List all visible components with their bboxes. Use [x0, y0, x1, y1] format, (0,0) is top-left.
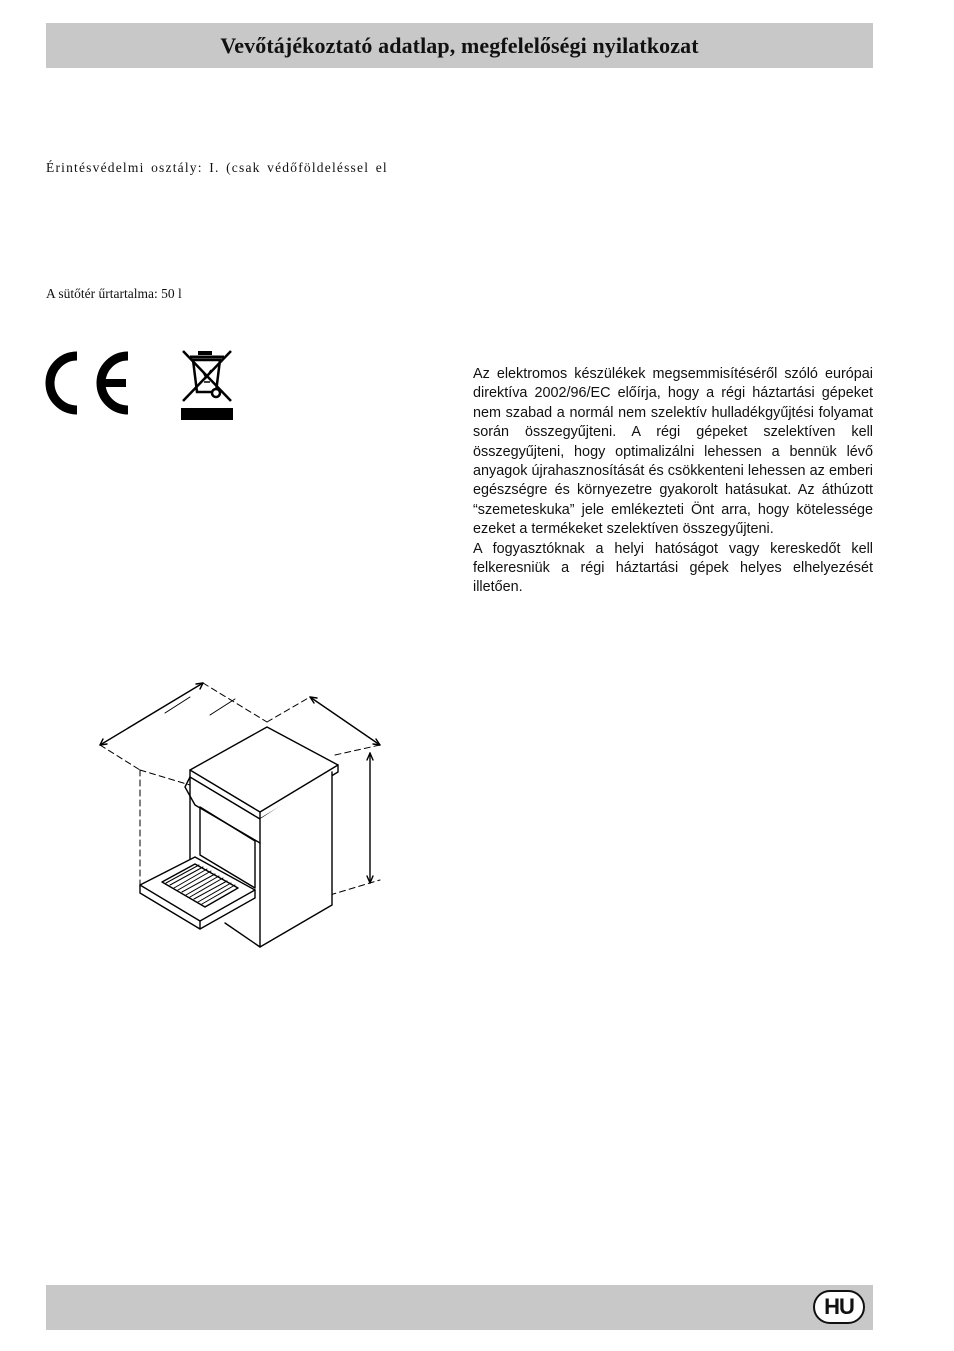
weee-disposal-notice	[473, 365, 873, 598]
weee-paragraph-1: Az elektromos készülékek megsemmisítéséről szóló európai direktíva 2002/96/EC előírja, hogy a régi háztartási gépeket nem szabad a normál nem szelektív hulladékgyűjtési folyamat során összegyűjteni. A régi gépeket szelektíven kell összegyűjteni, hogy optimalizálni lehessen a bennük lévő anyagok újrahasznosítását és csökkenteni lehessen az emberi egészségre és környezetre gyakorolt hatásukat. Az áthúzott “szemeteskuka” jele emlékezteti Önt arra, hogy kötelessége ezeket a termékeket szelektíven összegyűjteni.	[473, 366, 873, 538]
header-bar	[46, 23, 873, 68]
oven-dimension-drawing	[95, 675, 395, 960]
footer-bar	[46, 1285, 873, 1330]
language-badge: HU	[813, 1290, 865, 1324]
page-title: Vevőtájékoztató adatlap, megfelelőségi nyilatkozat	[220, 32, 699, 58]
ce-mark-icon	[44, 350, 134, 416]
weee-paragraph-2: A fogyasztóknak a helyi hatóságot vagy kereskedőt kell felkeresniük a régi háztartási gépek helyes elhelyezését illetően.	[473, 540, 873, 596]
oven-volume-spec: A sütőtér űrtartalma: 50 l	[46, 286, 182, 301]
protection-class-spec: Érintésvédelmi osztály: I. (csak védőföldeléssel el	[46, 160, 388, 175]
crossed-out-wheelie-bin-icon	[180, 348, 234, 422]
